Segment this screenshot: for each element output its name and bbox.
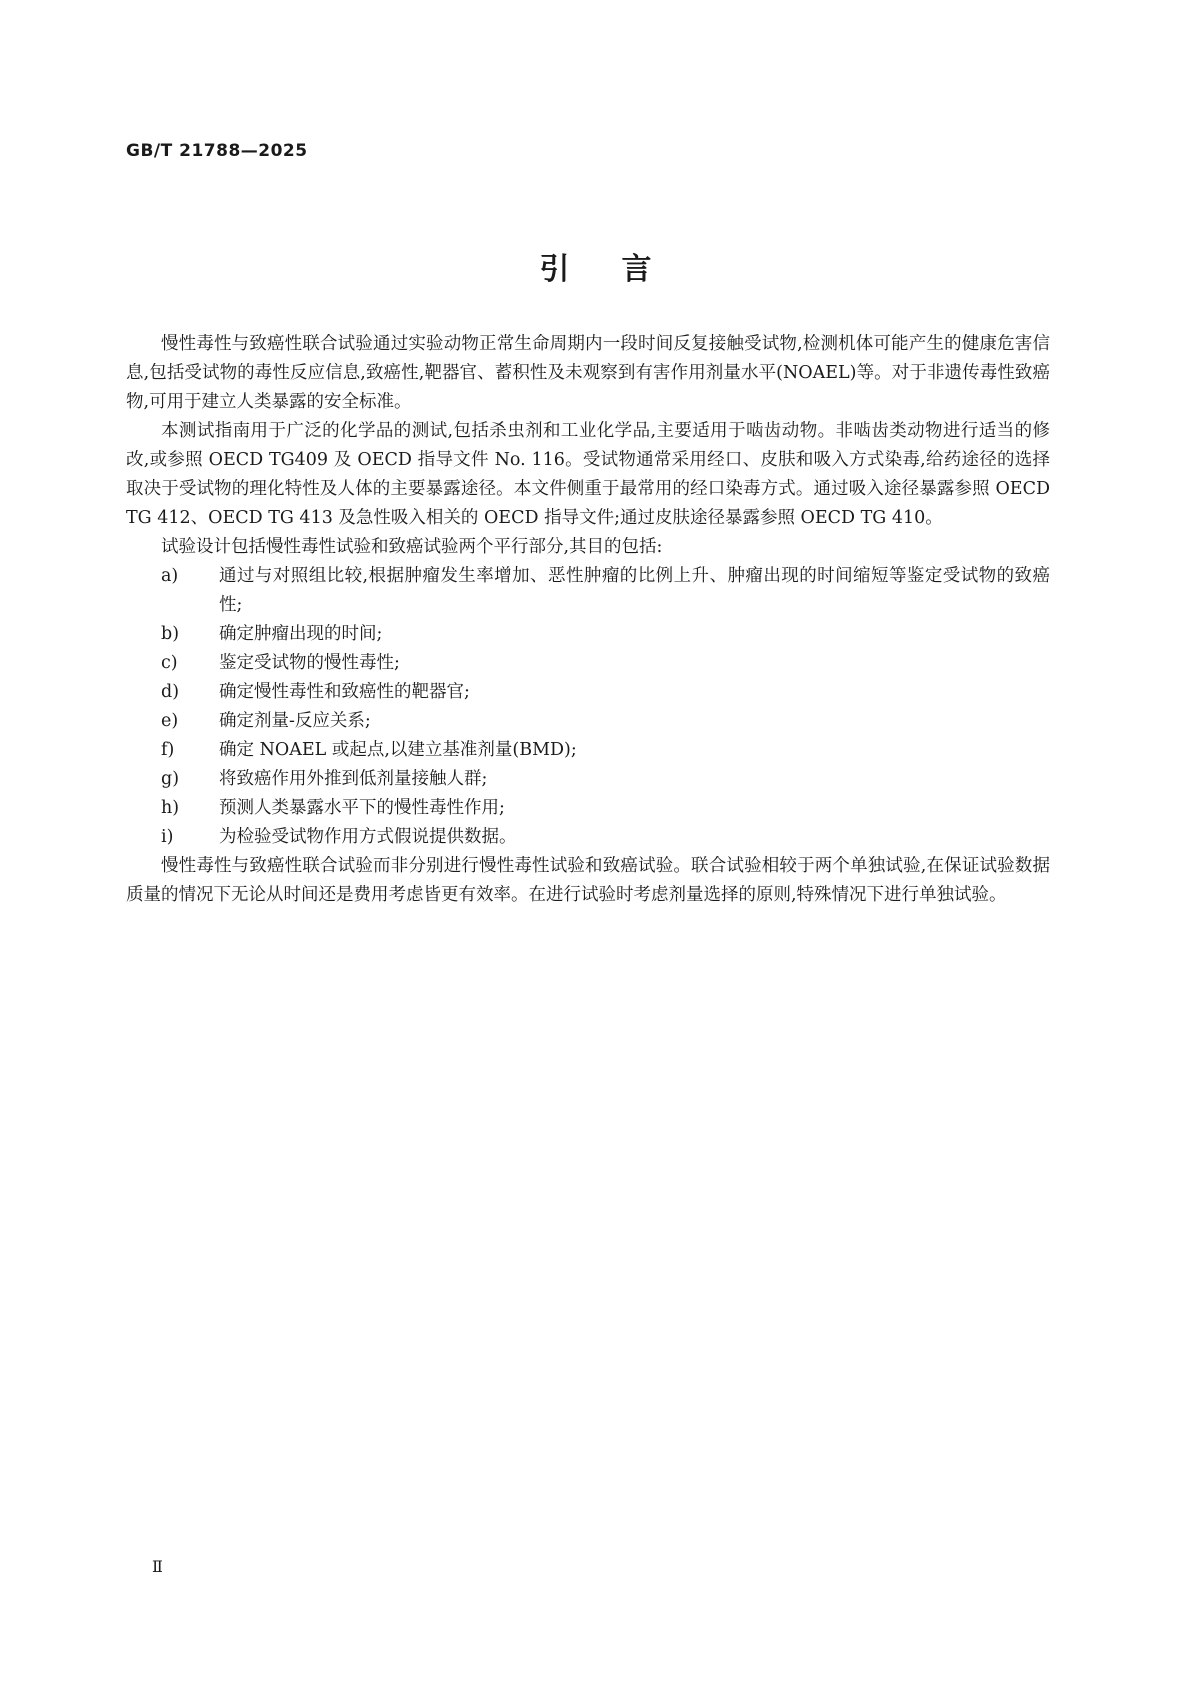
objective-item [161,620,1050,649]
objective-item [161,823,1050,852]
item-text: 确定肿瘤出现的时间; [219,624,383,644]
objective-item [161,707,1050,736]
item-text: 通过与对照组比较,根据肿瘤发生率增加、恶性肿瘤的比例上升、肿瘤出现的时间缩短等鉴定受试物的致癌性; [219,566,1050,615]
section-title: 引言 [539,252,704,287]
item-text: 为检验受试物作用方式假说提供数据。 [219,827,517,847]
objective-item [161,678,1050,707]
objective-item [161,562,1050,620]
item-marker: d) [161,682,180,702]
intro-paragraph-1: 慢性毒性与致癌性联合试验通过实验动物正常生命周期内一段时间反复接触受试物,检测机体可能产生的健康危害信息,包括受试物的毒性反应信息,致癌性,靶器官、蓄积性及未观察到有害作用剂量水平(NOAEL)等。对于非遗传毒性致癌物,可用于建立人类暴露的安全标准。 [126,334,1050,412]
closing-paragraph: 慢性毒性与致癌性联合试验而非分别进行慢性毒性试验和致癌试验。联合试验相较于两个单独试验,在保证试验数据质量的情况下无论从时间还是费用考虑皆更有效率。在进行试验时考虑剂量选择的原则,特殊情况下进行单独试验。 [126,856,1050,905]
objectives-list [126,562,1050,852]
objective-item [161,649,1050,678]
item-marker: c) [161,653,178,673]
objective-item [161,765,1050,794]
item-text: 确定慢性毒性和致癌性的靶器官; [219,682,470,702]
item-marker: g) [161,769,180,789]
item-marker: f) [161,740,175,760]
item-text: 确定 NOAEL 或起点,以建立基准剂量(BMD); [219,740,577,760]
item-text: 将致癌作用外推到低剂量接触人群; [219,769,488,789]
intro-paragraph-2: 本测试指南用于广泛的化学品的测试,包括杀虫剂和工业化学品,主要适用于啮齿动物。非啮齿类动物进行适当的修改,或参照 OECD TG409 及 OECD 指导文件 No. 116。受试物通常采用经口、皮肤和吸入方式染毒,给药途径的选择取决于受试物的理化特性及人体的主要暴露途径。本文件侧重于最常用的经口染毒方式。通过吸入途径暴露参照 OECD TG 412、OECD TG 413 及急性吸入相关的 OECD 指导文件;通过皮肤途径暴露参照 OECD TG 410。 [126,421,1050,528]
objective-item [161,794,1050,823]
item-text: 预测人类暴露水平下的慢性毒性作用; [219,798,505,818]
item-marker: h) [161,798,180,818]
item-marker: e) [161,711,179,731]
intro-paragraph-3: 试验设计包括慢性毒性试验和致癌试验两个平行部分,其目的包括: [161,537,663,557]
page-number: Ⅱ [152,1557,163,1576]
objective-item [161,736,1050,765]
standard-number: GB/T 21788—2025 [126,141,308,161]
item-text: 鉴定受试物的慢性毒性; [219,653,400,673]
item-marker: b) [161,624,180,644]
item-marker: a) [161,566,179,586]
item-text: 确定剂量-反应关系; [219,711,371,731]
item-marker: i) [161,827,174,847]
document-body [126,330,1050,910]
